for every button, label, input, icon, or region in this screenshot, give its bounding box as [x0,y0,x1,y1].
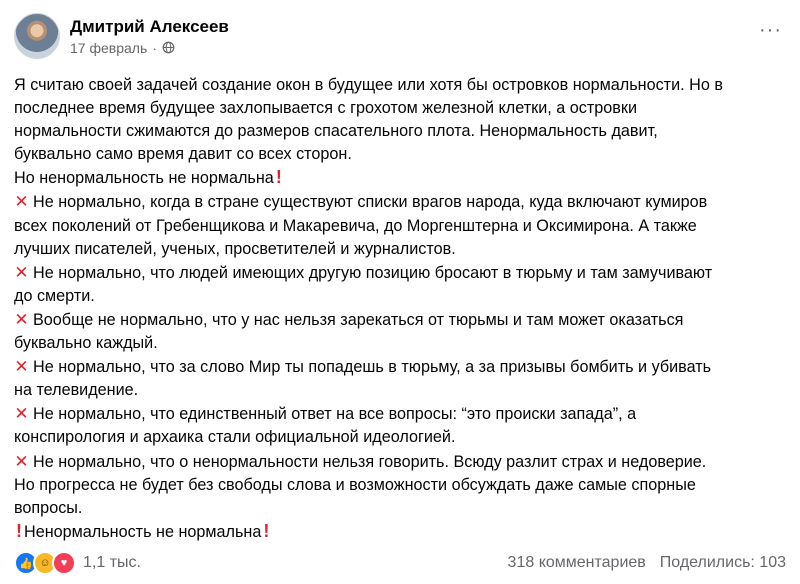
post-date[interactable]: 17 февраль [70,39,148,56]
separator: · [152,39,157,56]
exclamation-icon: ! [263,520,270,541]
exclamation-icon: ! [275,167,282,188]
globe-icon [162,41,175,54]
reactions-count[interactable]: 1,1 тыс. [83,554,141,571]
cross-mark-icon: ✕ [14,262,29,282]
post-text-line: буквально само время давит со всех сторон. [14,145,352,164]
list-item-continuation: буквально каждый. [14,334,158,353]
list-item-continuation: всех поколений от Гребенщикова и Макаревича, до Моргенштерна и Оксимирона. А также [14,216,697,235]
list-item [14,190,786,214]
list-item-continuation: лучших писателей, ученых, просветителей и журналистов. [14,239,456,258]
list-item-text: Не нормально, когда в стране существуют списки врагов народа, куда включают кумиров [33,193,708,212]
more-options-icon[interactable]: ··· [759,19,782,41]
cross-mark-icon: ✕ [14,451,29,471]
closing-line [14,520,786,544]
exclamation-icon: ! [16,520,22,541]
list-item-continuation: вопросы. [14,498,83,517]
list-item [14,402,786,426]
cross-mark-icon: ✕ [14,309,29,329]
shares-count[interactable]: Поделились: 103 [659,554,786,571]
cross-mark-icon: ✕ [14,192,29,212]
like-icon: 👍 [14,551,38,575]
list-item-text: Не нормально, что людей имеющих другую позицию бросают в тюрьму и там замучивают [33,263,713,282]
post-stats [508,554,786,572]
post-text-line: нормальности сжимаются до размеров спасательного плота. Ненормальность давит, [14,122,658,141]
list-item-continuation: Но прогресса не будет без свободы слова и возможности обсуждать даже самые спорные [14,475,696,494]
list-item-continuation: на телевидение. [14,381,139,400]
avatar[interactable] [14,13,60,59]
closing-text: Ненормальность не нормальна [24,522,262,541]
list-item-continuation: конспирология и архаика стали официальной идеологией. [14,428,456,447]
post-meta [70,17,229,56]
post-header [14,10,786,62]
post-body [14,74,786,544]
post-text-line [14,166,786,190]
post-text: Но ненормальность не нормальна [14,169,274,188]
cross-mark-icon: ✕ [14,404,29,424]
list-item [14,261,786,285]
list-item [14,308,786,332]
list-item [14,450,786,474]
author-name[interactable]: Дмитрий Алексеев [70,16,229,36]
list-item-text: Вообще не нормально, что у нас нельзя зарекаться от тюрьмы и там может оказаться [33,310,684,329]
care-icon: ☺ [33,551,57,575]
comments-count[interactable]: 318 комментариев [507,554,646,571]
list-item-continuation: до смерти. [14,286,95,305]
love-icon: ♥ [52,551,76,575]
reactions-summary[interactable] [14,551,141,575]
list-item-text: Не нормально, что о ненормальности нельзя говорить. Всюду разлит страх и недоверие. [33,452,707,471]
post-text-line: последнее время будущее захлопывается с грохотом железной клетки, а островки [14,99,637,118]
post-footer [14,550,786,576]
post-text-line: Я считаю своей задачей создание окон в будущее или хотя бы островков нормальности. Но в [14,76,723,94]
list-item [14,355,786,379]
list-item-text: Не нормально, что единственный ответ на все вопросы: “это происки запада”, а [33,405,637,424]
post-subline [70,40,229,56]
list-item-text: Не нормально, что за слово Мир ты попадешь в тюрьму, а за призывы бомбить и убивать [33,358,712,377]
cross-mark-icon: ✕ [14,357,29,377]
